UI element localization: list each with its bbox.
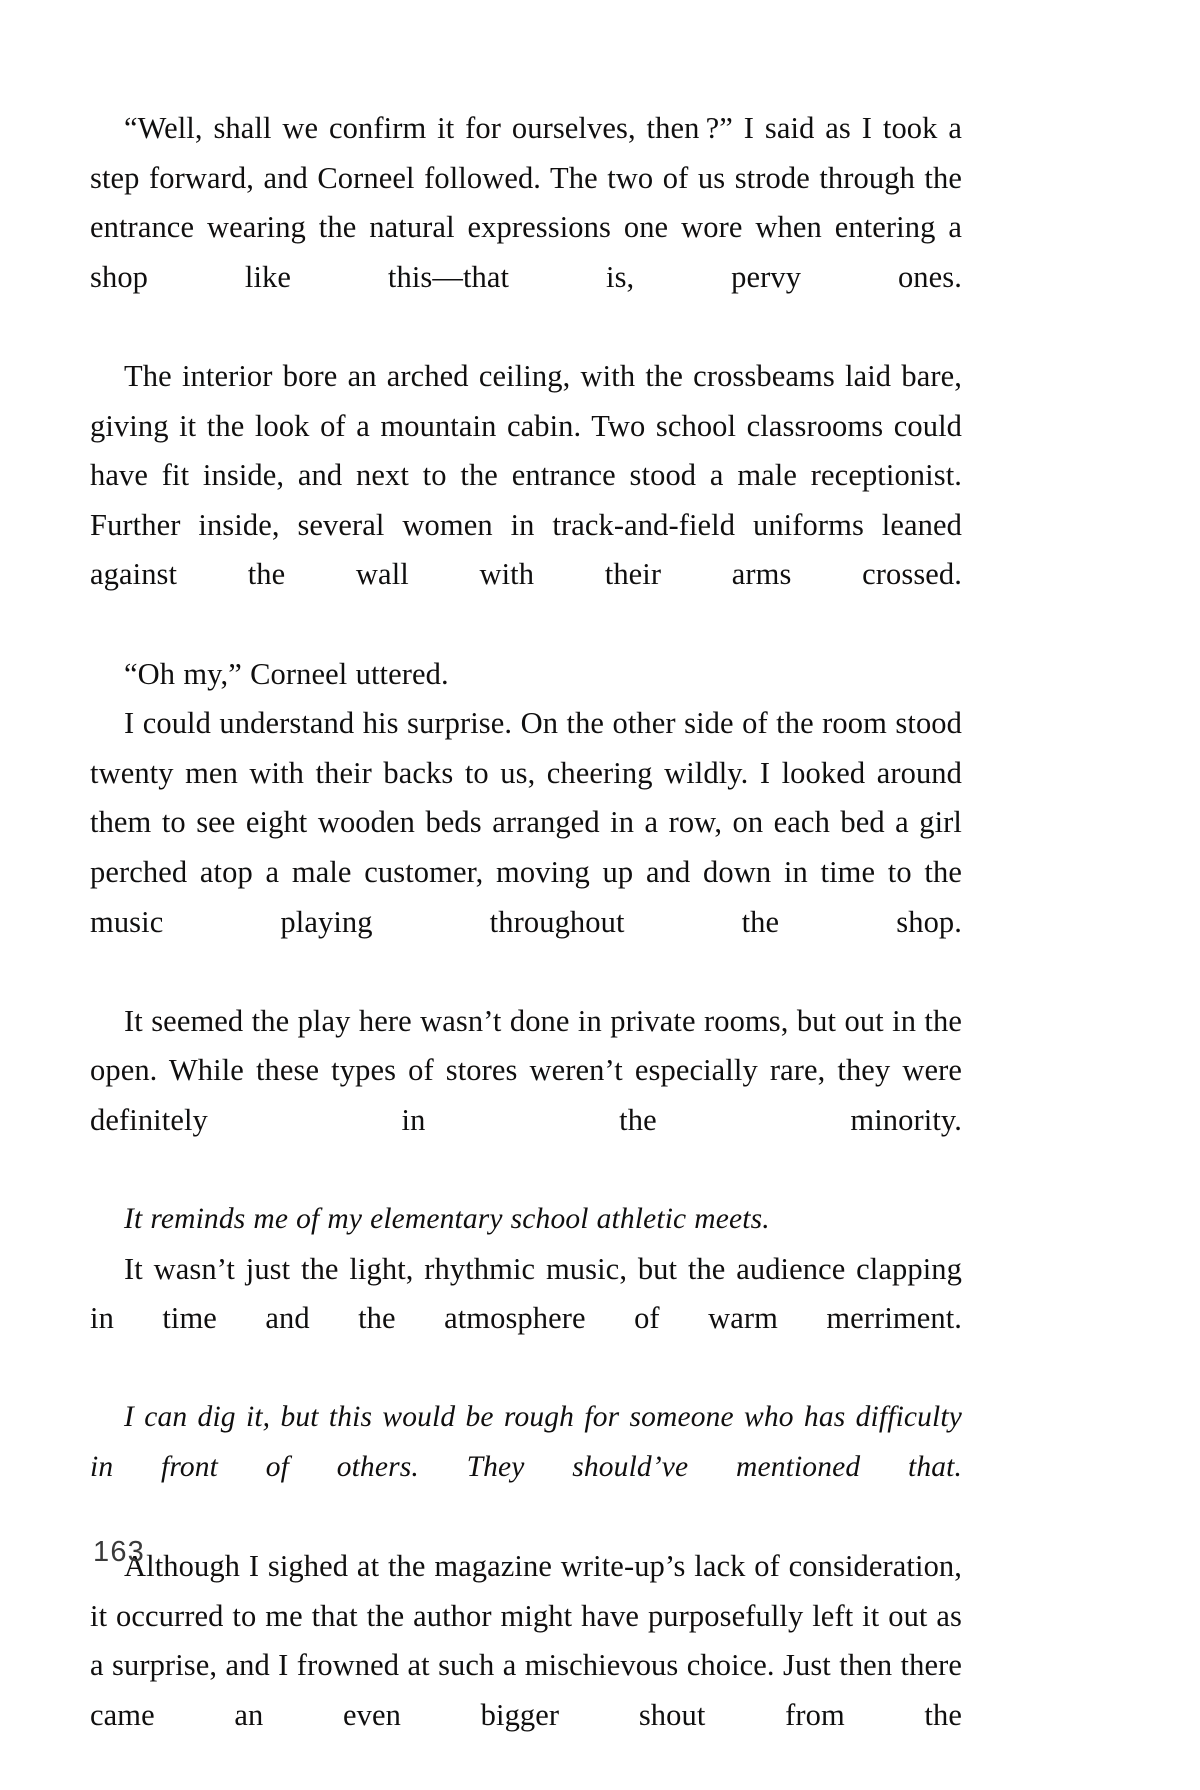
paragraph-6-inner-monologue: It reminds me of my elementary school athletic meets.: [124, 1203, 770, 1236]
paragraph-1: “Well, shall we confirm it for ourselves, then ?” I said as I took a step forward, and Corneel followed. The two of us strode through the entrance wearing the natural expressions one wore when entering a shop like this—that is, pervy ones.: [90, 111, 962, 294]
paragraph-7: It wasn’t just the light, rhythmic music, but the audience clapping in time and the atmosphere of warm merriment.: [90, 1251, 962, 1336]
body-text-column: [90, 104, 962, 1790]
paragraph-3: “Oh my,” Corneel uttered.: [124, 656, 449, 691]
paragraph-9: Although I sighed at the magazine write-up’s lack of consideration, it occurred to me that the author might have purposefully left it out as a surprise, and I frowned at such a mischievous choice. Just then there came an even bigger shout from the: [90, 1549, 962, 1732]
paragraph-2: The interior bore an arched ceiling, with the crossbeams laid bare, giving it the look of a mountain cabin. Two school classrooms could have fit inside, and next to the entrance stood a male receptionist. Further inside, several women in track-and-field uniforms leaned against the wall with their arms crossed.: [90, 358, 962, 592]
paragraph-5: It seemed the play here wasn’t done in private rooms, but out in the open. While these types of stores weren’t especially rare, they were definitely in the minority.: [90, 1003, 962, 1137]
page-number: 163: [93, 1536, 145, 1568]
paragraph-8-inner-monologue: I can dig it, but this would be rough for someone who has difficulty in front of others. They should’ve mentioned that.: [90, 1401, 962, 1484]
paragraph-4: I could understand his surprise. On the other side of the room stood twenty men with their backs to us, cheering wildly. I looked around them to see eight wooden beds arranged in a row, on each bed a girl perched atop a male customer, moving up and down in time to the music playing throughout the shop.: [90, 706, 962, 939]
